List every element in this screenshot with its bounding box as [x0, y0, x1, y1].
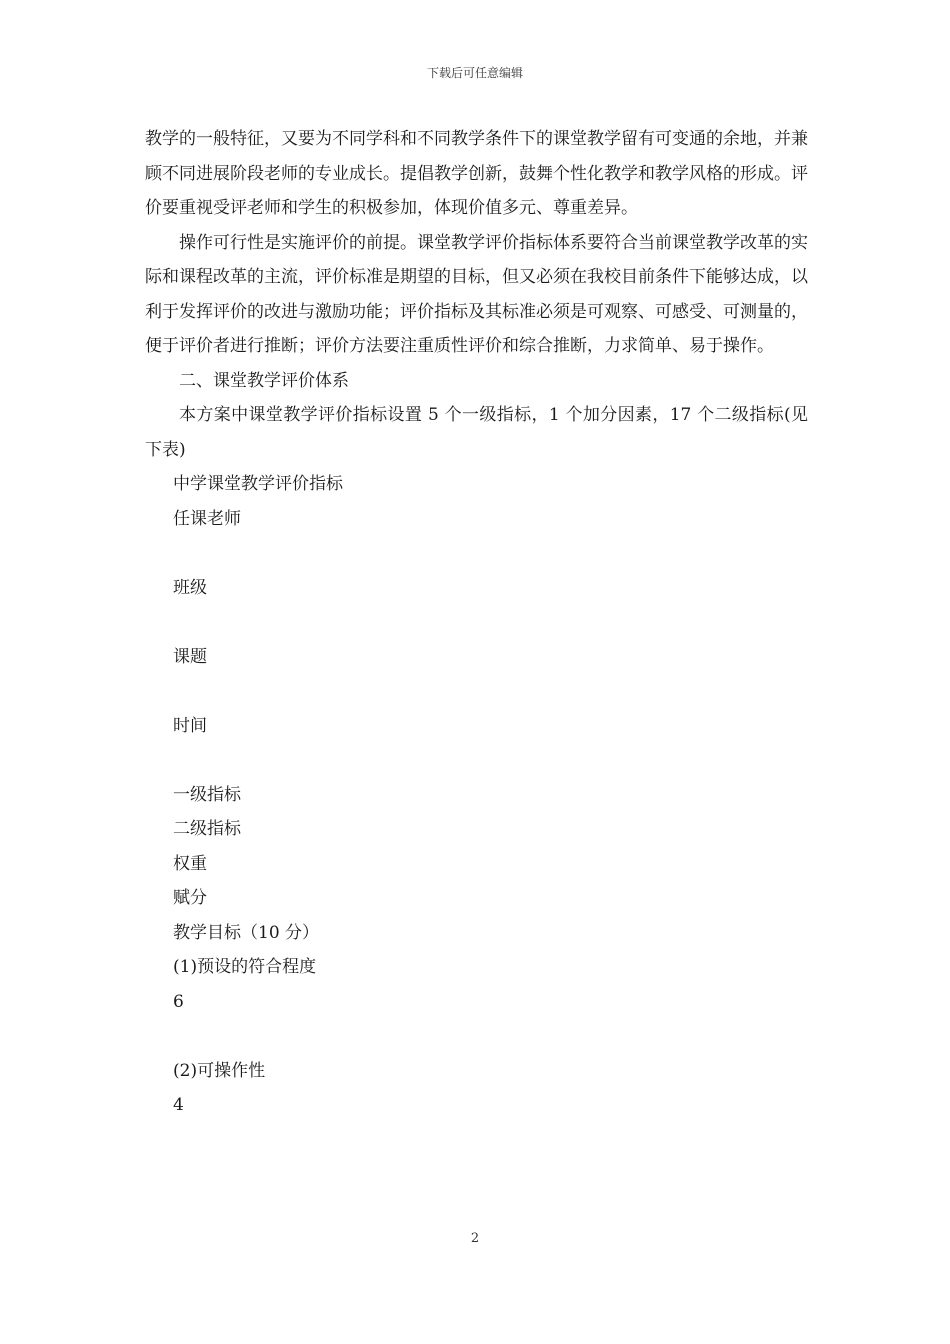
blank-space — [145, 743, 808, 778]
table-header-level2: 二级指标 — [173, 819, 241, 839]
blank-space — [145, 1019, 808, 1054]
paragraph-operability: 操作可行性是实施评价的前提。课堂教学评价指标体系要符合当前课堂教学改革的实际和课程改革的主流，评价标准是期望的目标，但又必须在我校目前条件下能够达成，以利于发挥评价的改进与激励功能；评价指标及其标准必须是可观察、可感受、可测量的，便于评价者进行推断；评价方法要注重质性评价和综合推断，力求简单、易于操作。 — [145, 232, 808, 356]
document-body — [145, 122, 808, 1123]
table-title: 中学课堂教学评价指标 — [173, 474, 343, 494]
table-row-teaching-goal: 教学目标（10 分） — [173, 922, 320, 943]
table-label-topic: 课题 — [173, 646, 207, 667]
table-label-teacher: 任课老师 — [173, 508, 241, 529]
table-header-level1: 一级指标 — [173, 784, 241, 805]
blank-space — [145, 536, 808, 571]
blank-space — [145, 674, 808, 709]
table-row-item-2: (2)可操作性 — [173, 1060, 266, 1081]
table-header-score: 赋分 — [173, 888, 207, 908]
section-heading: 二、课堂教学评价体系 — [179, 370, 349, 391]
table-label-time: 时间 — [173, 715, 207, 736]
table-row-item-1-weight: 6 — [173, 991, 184, 1012]
page-header: 下载后可任意编辑 — [426, 66, 523, 80]
page-number: 2 — [470, 1231, 480, 1246]
table-label-class: 班级 — [173, 577, 207, 598]
blank-space — [145, 605, 808, 640]
table-row-item-1: (1)预设的符合程度 — [173, 957, 317, 977]
paragraph-index-summary: 本方案中课堂教学评价指标设置 5 个一级指标，1 个加分因素，17 个二级指标(见下表) — [145, 405, 808, 460]
table-row-item-2-weight: 4 — [173, 1095, 184, 1115]
table-header-weight: 权重 — [173, 853, 207, 874]
paragraph-evaluation-principle: 教学的一般特征，又要为不同学科和不同教学条件下的课堂教学留有可变通的余地，并兼顾不同进展阶段老师的专业成长。提倡教学创新，鼓舞个性化教学和教学风格的形成。评价要重视受评老师和学生的积极参加，体现价值多元、尊重差异。 — [145, 129, 808, 218]
